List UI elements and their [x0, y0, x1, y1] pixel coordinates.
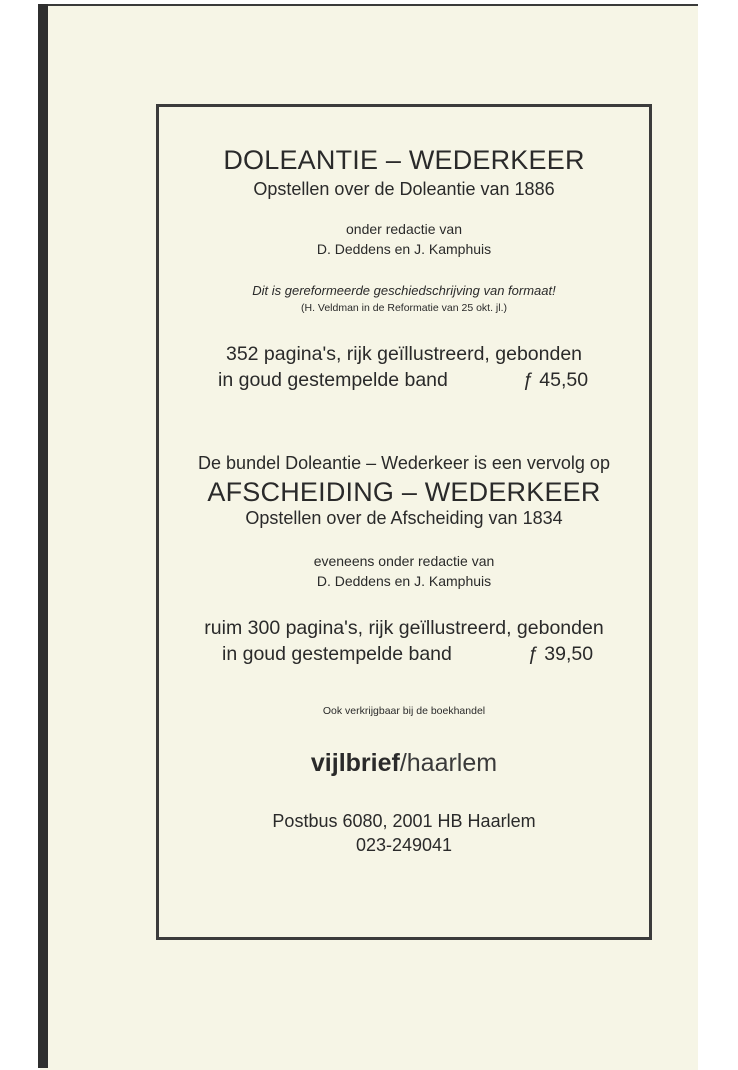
availability-note: Ook verkrijgbaar bij de boekhandel	[322, 705, 486, 717]
book2-description-line1: ruim 300 pagina's, rijk geïllustreerd, gebonden	[204, 617, 604, 639]
book1-price-row	[159, 369, 649, 395]
book1-description-line1: 352 pagina's, rijk geïllustreerd, gebonden	[225, 343, 583, 365]
publisher-address: Postbus 6080, 2001 HB Haarlem	[272, 811, 536, 831]
book2-price: ƒ 39,50	[528, 643, 594, 665]
book1-description-line2: in goud gestempelde band	[218, 369, 448, 391]
page-spine-edge	[38, 4, 48, 1068]
book1-subtitle: Opstellen over de Doleantie van 1886	[253, 179, 555, 199]
book1-editor-intro: onder redactie van	[346, 221, 462, 237]
publisher-phone: 023-249041	[355, 835, 453, 855]
book2-editors: D. Deddens en J. Kamphuis	[316, 573, 492, 589]
book1-editors: D. Deddens en J. Kamphuis	[316, 241, 492, 257]
publisher-logo-bold: vijlbrief	[310, 749, 400, 777]
publisher-logo-light: /haarlem	[399, 749, 498, 777]
book2-editor-intro: eveneens onder redactie van	[313, 553, 495, 569]
book1-quote: Dit is gereformeerde geschiedschrijving van formaat!	[252, 283, 556, 298]
book2-price-row	[159, 643, 649, 669]
book1-quote-source: (H. Veldman in de Reformatie van 25 okt. jl.)	[300, 302, 507, 314]
sequel-note: De bundel Doleantie – Wederkeer is een vervolg op	[198, 453, 610, 473]
book1-price: ƒ 45,50	[523, 369, 589, 391]
publisher-logo	[159, 749, 649, 778]
book2-subtitle: Opstellen over de Afscheiding van 1834	[245, 508, 563, 528]
advertisement-box	[156, 104, 652, 940]
book2-title: AFSCHEIDING – WEDERKEER	[207, 477, 601, 507]
book2-description-line2: in goud gestempelde band	[222, 643, 452, 665]
book1-title: DOLEANTIE – WEDERKEER	[223, 145, 585, 175]
